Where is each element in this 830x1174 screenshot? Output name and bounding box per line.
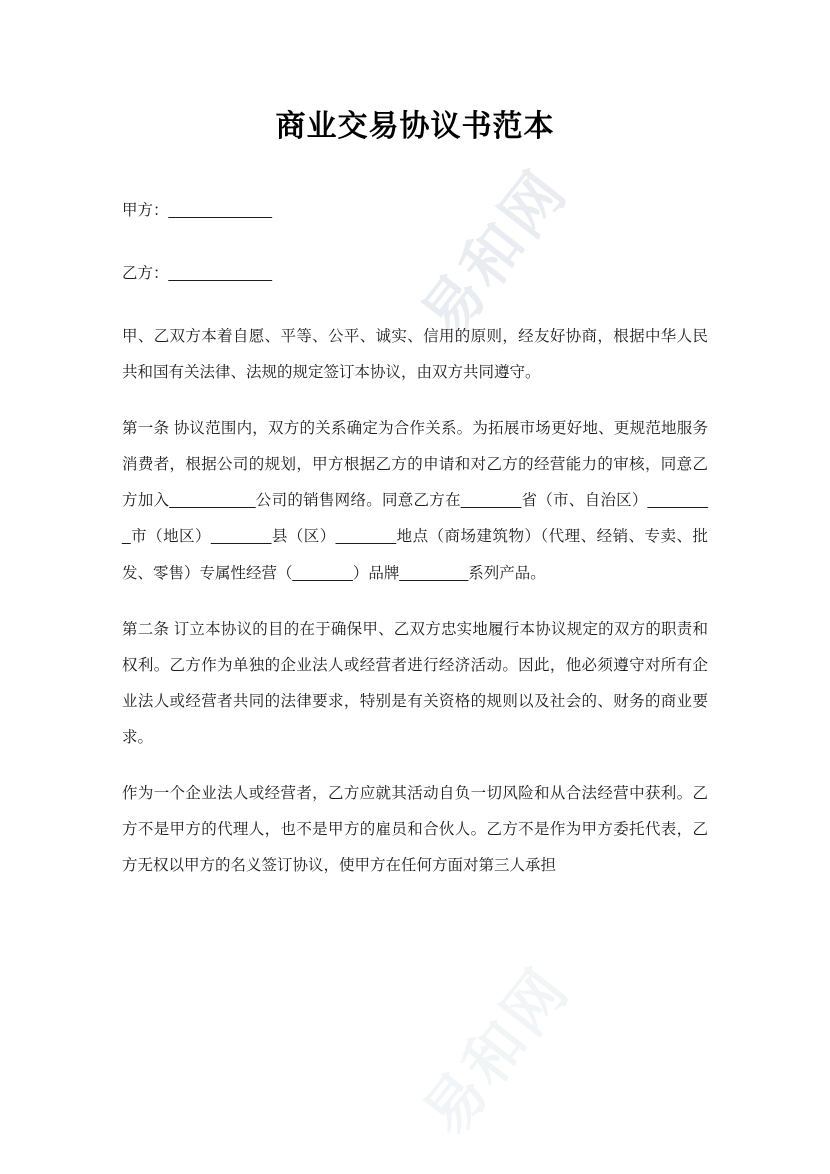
party-b-line: 乙方：____________ bbox=[122, 265, 272, 283]
page-title: 商业交易协议书范本 bbox=[275, 110, 555, 143]
paragraph-article-2-continued: 作为一个企业法人或经营者，乙方应就其活动自负一切风险和从合法经营中获利。乙方不是甲方的代理人，也不是甲方的雇员和合伙人。乙方不是作为甲方委托代表，乙方无权以甲方的名义签订协议，使甲方在任何方面对第三人承担 bbox=[122, 785, 708, 875]
party-block bbox=[122, 196, 708, 289]
watermark-bottom: 易和网 bbox=[411, 955, 583, 1148]
party-a-line: 甲方：____________ bbox=[122, 202, 272, 219]
paragraph-article-1: 第一条 协议范围内，双方的关系确定为合作关系。为拓展市场更好地、更规范地服务消费者，根据公司的规划，甲方根据乙方的申请和对乙方的经营能力的审核，同意乙方加入__________公司的销售网络。同意乙方在_______省（市、自治区）________市（地区）_______县（区）_______地点（商场建筑物）（代理、经销、专卖、批发、零售）专属性经营（_______）品牌________系列产品。 bbox=[122, 420, 708, 582]
paragraph-article-2: 第二条 订立本协议的目的在于确保甲、乙双方忠实地履行本协议规定的双方的职责和权利。乙方作为单独的企业法人或经营者进行经济活动。因此，他必须遵守对所有企业法人或经营者共同的法律要求，特别是有关资格的规则以及社会的、财务的商业要求。 bbox=[122, 620, 708, 746]
body-block bbox=[122, 319, 708, 885]
watermark-top: 易和网 bbox=[409, 157, 581, 350]
paragraph-preamble: 甲、乙双方本着自愿、平等、公平、诚实、信用的原则，经友好协商，根据中华人民共和国有关法律、法规的规定签订本协议，由双方共同遵守。 bbox=[122, 327, 708, 381]
